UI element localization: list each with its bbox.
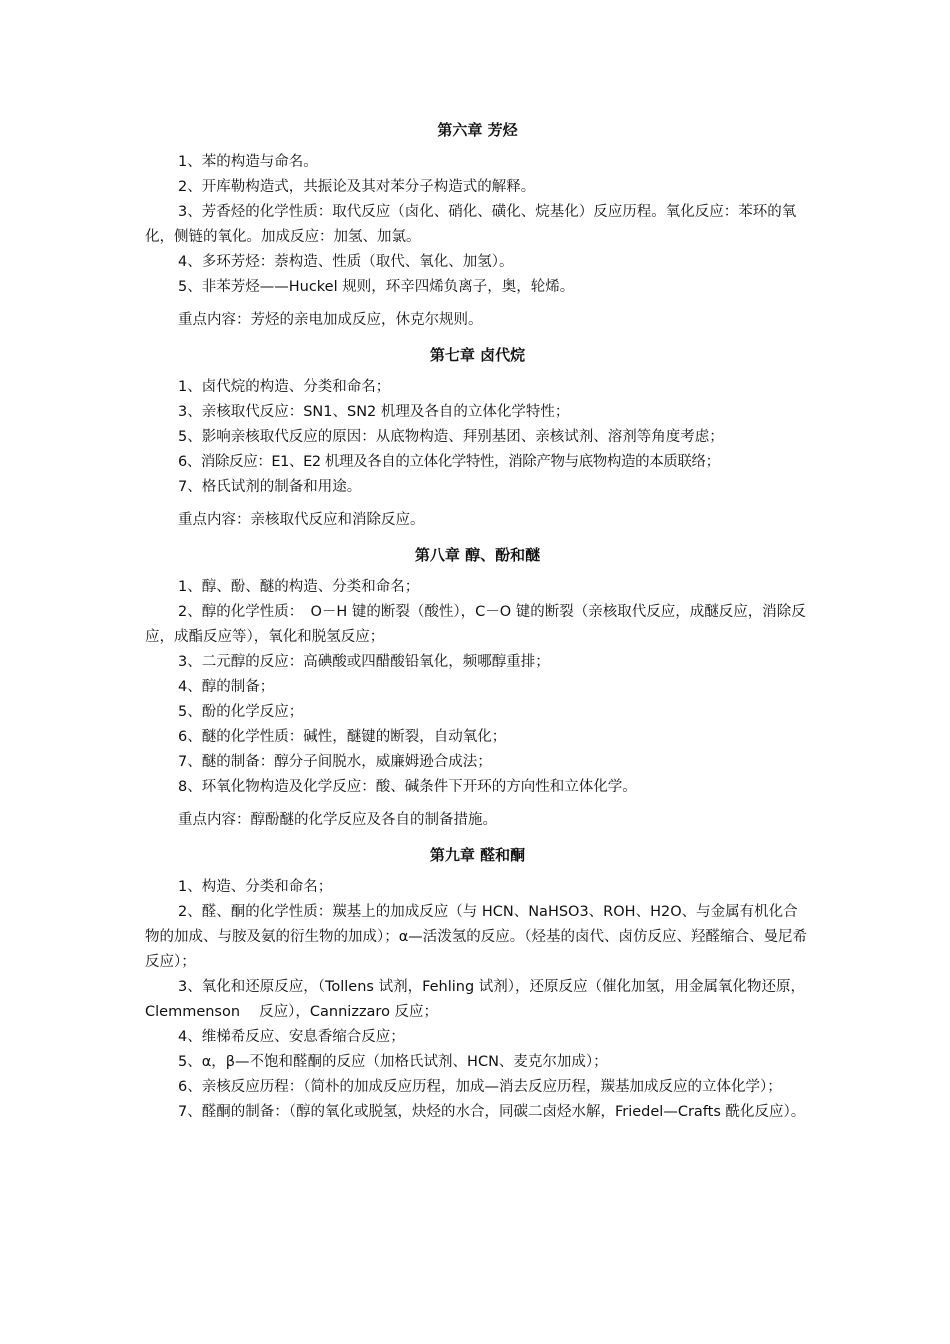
list-item: 3、二元醇的反应：高碘酸或四醋酸铅氧化，频哪醇重排；: [178, 654, 550, 670]
list-item: 5、α，β—不饱和醛酮的反应（加格氏试剂、HCN、麦克尔加成）；: [178, 1054, 608, 1070]
list-item: 7、醚的制备：醇分子间脱水，威廉姆逊合成法；: [178, 754, 492, 770]
key-points: 重点内容：亲核取代反应和消除反应。: [178, 512, 425, 528]
list-item: 6、醚的化学性质：碱性，醚键的断裂，自动氧化；: [178, 729, 507, 745]
list-item: 5、非苯芳烃——Huckel 规则，环辛四烯负离子，奥，轮烯。: [178, 279, 575, 295]
list-item: 4、醇的制备；: [178, 679, 275, 695]
list-item: 2、醛、酮的化学性质：羰基上的加成反应（与 HCN、NaHSO3、ROH、H2O、与金属有机化合物的加成、与胺及氨的衍生物的加成）；α—活泼氢的反应。（烃基的卤代、卤仿反应、羟醛缩合、曼尼希反应）；: [145, 904, 808, 970]
list-item: 2、开库勒构造式，共振论及其对苯分子构造式的解释。: [178, 179, 536, 195]
list-item: 7、格氏试剂的制备和用途。: [178, 479, 362, 495]
list-item: 7、醛酮的制备：（醇的氧化或脱氢，炔烃的水合，同碳二卤烃水解，Friedel—Crafts 酰化反应）。: [178, 1104, 806, 1120]
key-points: 重点内容：醇酚醚的化学反应及各自的制备措施。: [178, 812, 497, 828]
list-item: 2、醇的化学性质： O－H 键的断裂（酸性），C－O 键的断裂（亲核取代反应，成醚反应，消除反应，成酯反应等），氧化和脱氢反应；: [145, 604, 806, 645]
list-item: 4、多环芳烃：萘构造、性质（取代、氧化、加氢）。: [178, 254, 514, 270]
list-item: 5、影响亲核取代反应的原因：从底物构造、拜别基团、亲核试剂、溶剂等角度考虑；: [178, 429, 724, 445]
list-item: 6、消除反应：E1、E2 机理及各自的立体化学特性，消除产物与底物构造的本质联络；: [178, 454, 720, 470]
list-item: 4、维梯希反应、安息香缩合反应；: [178, 1029, 405, 1045]
list-item: 6、亲核反应历程：（简朴的加成反应历程，加成—消去反应历程，羰基加成反应的立体化学）；: [178, 1079, 782, 1095]
list-item: 3、芳香烃的化学性质：取代反应（卤化、硝化、磺化、烷基化）反应历程。氧化反应：苯环的氧化，侧链的氧化。加成反应：加氢、加氯。: [145, 204, 797, 245]
chapter-title: 第七章 卤代烷: [429, 346, 526, 364]
chapter-section: [145, 118, 810, 333]
chapter-section: [145, 343, 810, 533]
list-item: 1、苯的构造与命名。: [178, 154, 318, 170]
chapter-section: [145, 843, 810, 1125]
chapter-title: 第六章 芳烃: [437, 121, 518, 139]
list-item: 8、环氧化物构造及化学反应：酸、碱条件下开环的方向性和立体化学。: [178, 779, 637, 795]
list-item: 1、卤代烷的构造、分类和命名；: [178, 379, 391, 395]
list-item: 3、氧化和还原反应，（Tollens 试剂，Fehling 试剂），还原反应（催化加氢，用金属氧化物还原，Clemmenson 反应），Cannizzaro 反应；: [145, 979, 806, 1020]
key-points: 重点内容：芳烃的亲电加成反应，休克尔规则。: [178, 312, 483, 328]
chapter-title: 第八章 醇、酚和醚: [414, 546, 541, 564]
document-page: [145, 118, 810, 1125]
list-item: 1、构造、分类和命名；: [178, 879, 333, 895]
chapter-title: 第九章 醛和酮: [429, 846, 526, 864]
chapter-section: [145, 543, 810, 833]
list-item: 5、酚的化学反应；: [178, 704, 304, 720]
list-item: 3、亲核取代反应：SN1、SN2 机理及各自的立体化学特性；: [178, 404, 570, 420]
list-item: 1、醇、酚、醚的构造、分类和命名；: [178, 579, 420, 595]
